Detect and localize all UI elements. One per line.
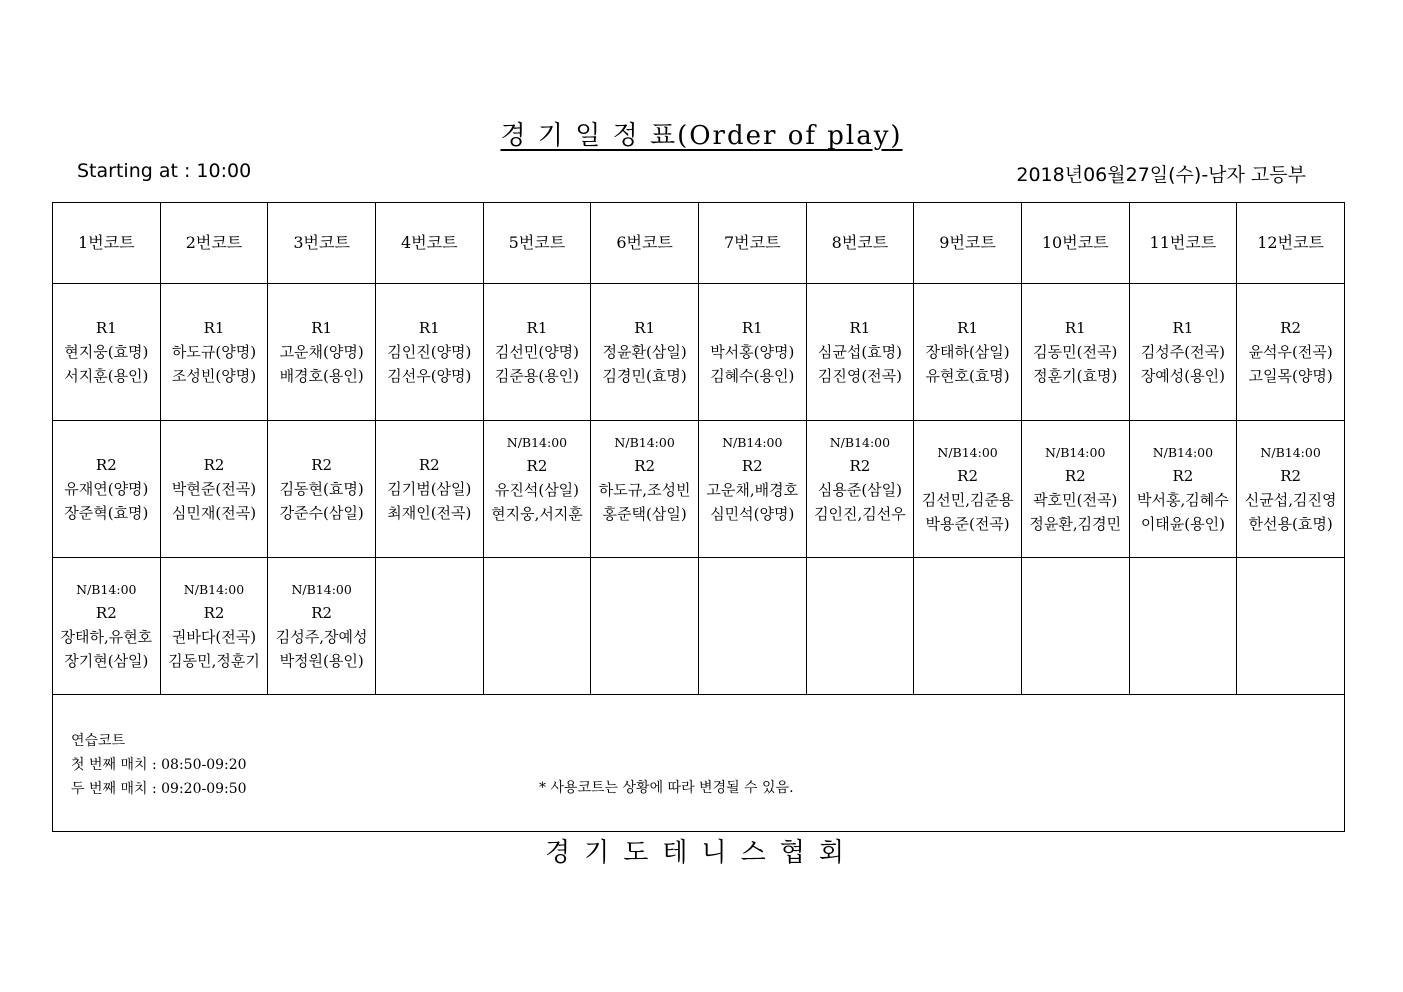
court-header: 5번코트 (483, 203, 591, 284)
match-cell (375, 284, 483, 421)
player-line: 장준혁(효명) (64, 504, 149, 522)
court-header: 8번코트 (806, 203, 914, 284)
match-cell (160, 421, 268, 558)
match-cell (806, 421, 914, 558)
match-round: R2 (526, 457, 548, 475)
match-round: R1 (1172, 319, 1194, 337)
match-round: R2 (95, 604, 117, 622)
player-line: 심민재(전곡) (171, 504, 257, 522)
match-round: R1 (1064, 319, 1086, 337)
match-round: R2 (1172, 467, 1194, 485)
practice-section (52, 695, 1345, 832)
practice-info (71, 729, 247, 801)
court-header: 2번코트 (160, 203, 268, 284)
player-line: 강준수(삼일) (279, 504, 364, 522)
player-line: 하도규(양명) (171, 343, 257, 361)
match-time: N/B14:00 (506, 435, 568, 450)
match-cell (53, 558, 161, 695)
match-cell (160, 558, 268, 695)
match-cell (268, 558, 376, 695)
court-header-row (53, 203, 1345, 284)
player-line: 곽호민(전곡) (1033, 491, 1118, 509)
court-header: 6번코트 (591, 203, 699, 284)
practice-first-match: 첫 번째 매치 : 08:50-09:20 (71, 757, 247, 773)
player-line: 유현호(효명) (925, 367, 1010, 385)
player-line: 김혜수(용인) (710, 367, 795, 385)
match-cell (1129, 558, 1237, 695)
match-round: R1 (849, 319, 871, 337)
player-line: 김동민,정훈기 (168, 652, 260, 670)
court-header: 12번코트 (1237, 203, 1345, 284)
player-line: 정윤환(삼일) (602, 343, 687, 361)
player-line: 김경민(효명) (602, 367, 687, 385)
match-round: R2 (1280, 467, 1302, 485)
player-line: 김선민(양명) (494, 343, 580, 361)
player-line: 배경호(용인) (279, 367, 364, 385)
player-line: 현지웅(효명) (64, 343, 149, 361)
player-line: 이태윤(용인) (1140, 515, 1225, 533)
player-line: 윤석우(전곡) (1248, 343, 1333, 361)
schedule-table (52, 202, 1345, 695)
match-cell (375, 558, 483, 695)
match-round: R2 (418, 456, 440, 474)
match-cell (53, 284, 161, 421)
player-line: 한선용(효명) (1248, 515, 1333, 533)
player-line: 김진영(전곡) (817, 367, 902, 385)
player-line: 정훈기(효명) (1033, 367, 1118, 385)
player-line: 유재연(양명) (64, 480, 149, 498)
match-cell (698, 284, 806, 421)
match-time: N/B14:00 (291, 582, 352, 597)
player-line: 김인진(양명) (387, 343, 472, 361)
court-header: 11번코트 (1129, 203, 1237, 284)
match-round: R1 (634, 319, 656, 337)
match-cell (698, 558, 806, 695)
practice-second-match: 두 번째 매치 : 09:20-09:50 (71, 781, 247, 797)
match-cell (1237, 284, 1345, 421)
match-time: N/B14:00 (614, 435, 675, 450)
player-line: 박서홍(양명) (710, 343, 795, 361)
court-header: 7번코트 (698, 203, 806, 284)
player-line: 김성주,장예성 (275, 628, 368, 646)
player-line: 최재인(전곡) (387, 504, 472, 522)
match-time: N/B14:00 (1260, 445, 1321, 460)
player-line: 정윤환,김경민 (1029, 515, 1122, 533)
player-line: 김동현(효명) (279, 480, 364, 498)
page-title: 경 기 일 정 표(Order of play) (500, 121, 903, 151)
match-cell (160, 284, 268, 421)
player-line: 박현준(전곡) (171, 480, 257, 498)
court-header: 9번코트 (914, 203, 1022, 284)
player-line: 권바다(전곡) (171, 628, 257, 646)
match-round: R1 (741, 319, 763, 337)
match-cell (806, 284, 914, 421)
match-cell (1129, 284, 1237, 421)
match-round: R2 (741, 457, 763, 475)
match-row (53, 558, 1345, 695)
match-cell (1237, 421, 1345, 558)
player-line: 하도규,조성빈 (598, 481, 691, 499)
match-round: R1 (203, 319, 225, 337)
match-cell (1021, 421, 1129, 558)
match-cell (268, 421, 376, 558)
player-line: 박용준(전곡) (925, 515, 1010, 533)
match-cell (375, 421, 483, 558)
match-cell (53, 421, 161, 558)
match-cell (483, 558, 591, 695)
match-round: R2 (634, 457, 656, 475)
match-round: R2 (311, 604, 333, 622)
match-time: N/B14:00 (76, 582, 137, 597)
match-cell (698, 421, 806, 558)
player-line: 고일목(양명) (1248, 367, 1333, 385)
player-line: 김선민,김준용 (921, 491, 1014, 509)
match-cell (914, 558, 1022, 695)
match-round: R1 (526, 319, 548, 337)
player-line: 장태하(삼일) (925, 343, 1010, 361)
match-round: R1 (95, 319, 117, 337)
court-header: 4번코트 (375, 203, 483, 284)
starting-time: Starting at : 10:00 (77, 160, 252, 182)
player-line: 고운채,배경호 (706, 481, 799, 499)
match-round: R2 (849, 457, 871, 475)
match-cell (1129, 421, 1237, 558)
match-cell (914, 421, 1022, 558)
match-round: R1 (418, 319, 440, 337)
association-name: 경기도테니스협회 (545, 838, 858, 868)
match-time: N/B14:00 (183, 582, 245, 597)
player-line: 김준용(용인) (494, 367, 580, 385)
match-cell (1021, 558, 1129, 695)
match-time: N/B14:00 (1045, 445, 1106, 460)
player-line: 박정원(용인) (279, 652, 364, 670)
match-cell (591, 284, 699, 421)
player-line: 현지웅,서지훈 (491, 505, 583, 523)
player-line: 유진석(삼일) (494, 481, 580, 499)
player-line: 김인진,김선우 (814, 505, 906, 523)
match-cell (1021, 284, 1129, 421)
match-cell (806, 558, 914, 695)
player-line: 박서홍,김혜수 (1137, 491, 1229, 509)
player-line: 김동민(전곡) (1033, 343, 1118, 361)
match-round: R2 (957, 467, 978, 485)
player-line: 김성주(전곡) (1140, 343, 1225, 361)
match-cell (591, 421, 699, 558)
match-time: N/B14:00 (937, 445, 998, 460)
player-line: 심균섭(효명) (817, 343, 902, 361)
player-line: 장기현(삼일) (64, 652, 149, 670)
player-line: 김선우(양명) (387, 367, 472, 385)
player-line: 고운채(양명) (279, 343, 364, 361)
match-round: R2 (1064, 467, 1086, 485)
player-line: 김기범(삼일) (387, 480, 472, 498)
match-cell (1237, 558, 1345, 695)
practice-label: 연습코트 (71, 733, 126, 749)
court-header: 3번코트 (268, 203, 376, 284)
match-time: N/B14:00 (722, 435, 783, 450)
player-line: 장태하,유현호 (60, 628, 153, 646)
match-cell (268, 284, 376, 421)
player-line: 조성빈(양명) (171, 367, 257, 385)
player-line: 신균섭,김진영 (1244, 491, 1337, 509)
schedule-date: 2018년06월27일(수)-남자 고등부 (1016, 164, 1306, 186)
match-round: R1 (311, 319, 333, 337)
player-line: 홍준택(삼일) (602, 505, 687, 523)
match-time: N/B14:00 (1152, 445, 1214, 460)
player-line: 심민석(양명) (710, 505, 795, 523)
court-header: 10번코트 (1021, 203, 1129, 284)
match-time: N/B14:00 (829, 435, 891, 450)
match-round: R2 (203, 456, 225, 474)
court-change-note: * 사용코트는 상황에 따라 변경될 수 있음. (539, 780, 794, 796)
court-header: 1번코트 (53, 203, 161, 284)
match-cell (483, 284, 591, 421)
match-round: R2 (311, 456, 333, 474)
match-round: R2 (95, 456, 117, 474)
player-line: 장예성(용인) (1140, 367, 1225, 385)
match-round: R2 (1280, 319, 1302, 337)
match-row (53, 284, 1345, 421)
match-cell (483, 421, 591, 558)
player-line: 서지훈(용인) (64, 367, 149, 385)
match-row (53, 421, 1345, 558)
match-cell (591, 558, 699, 695)
match-cell (914, 284, 1022, 421)
match-round: R1 (957, 319, 978, 337)
player-line: 심용준(삼일) (817, 481, 902, 499)
match-round: R2 (203, 604, 225, 622)
